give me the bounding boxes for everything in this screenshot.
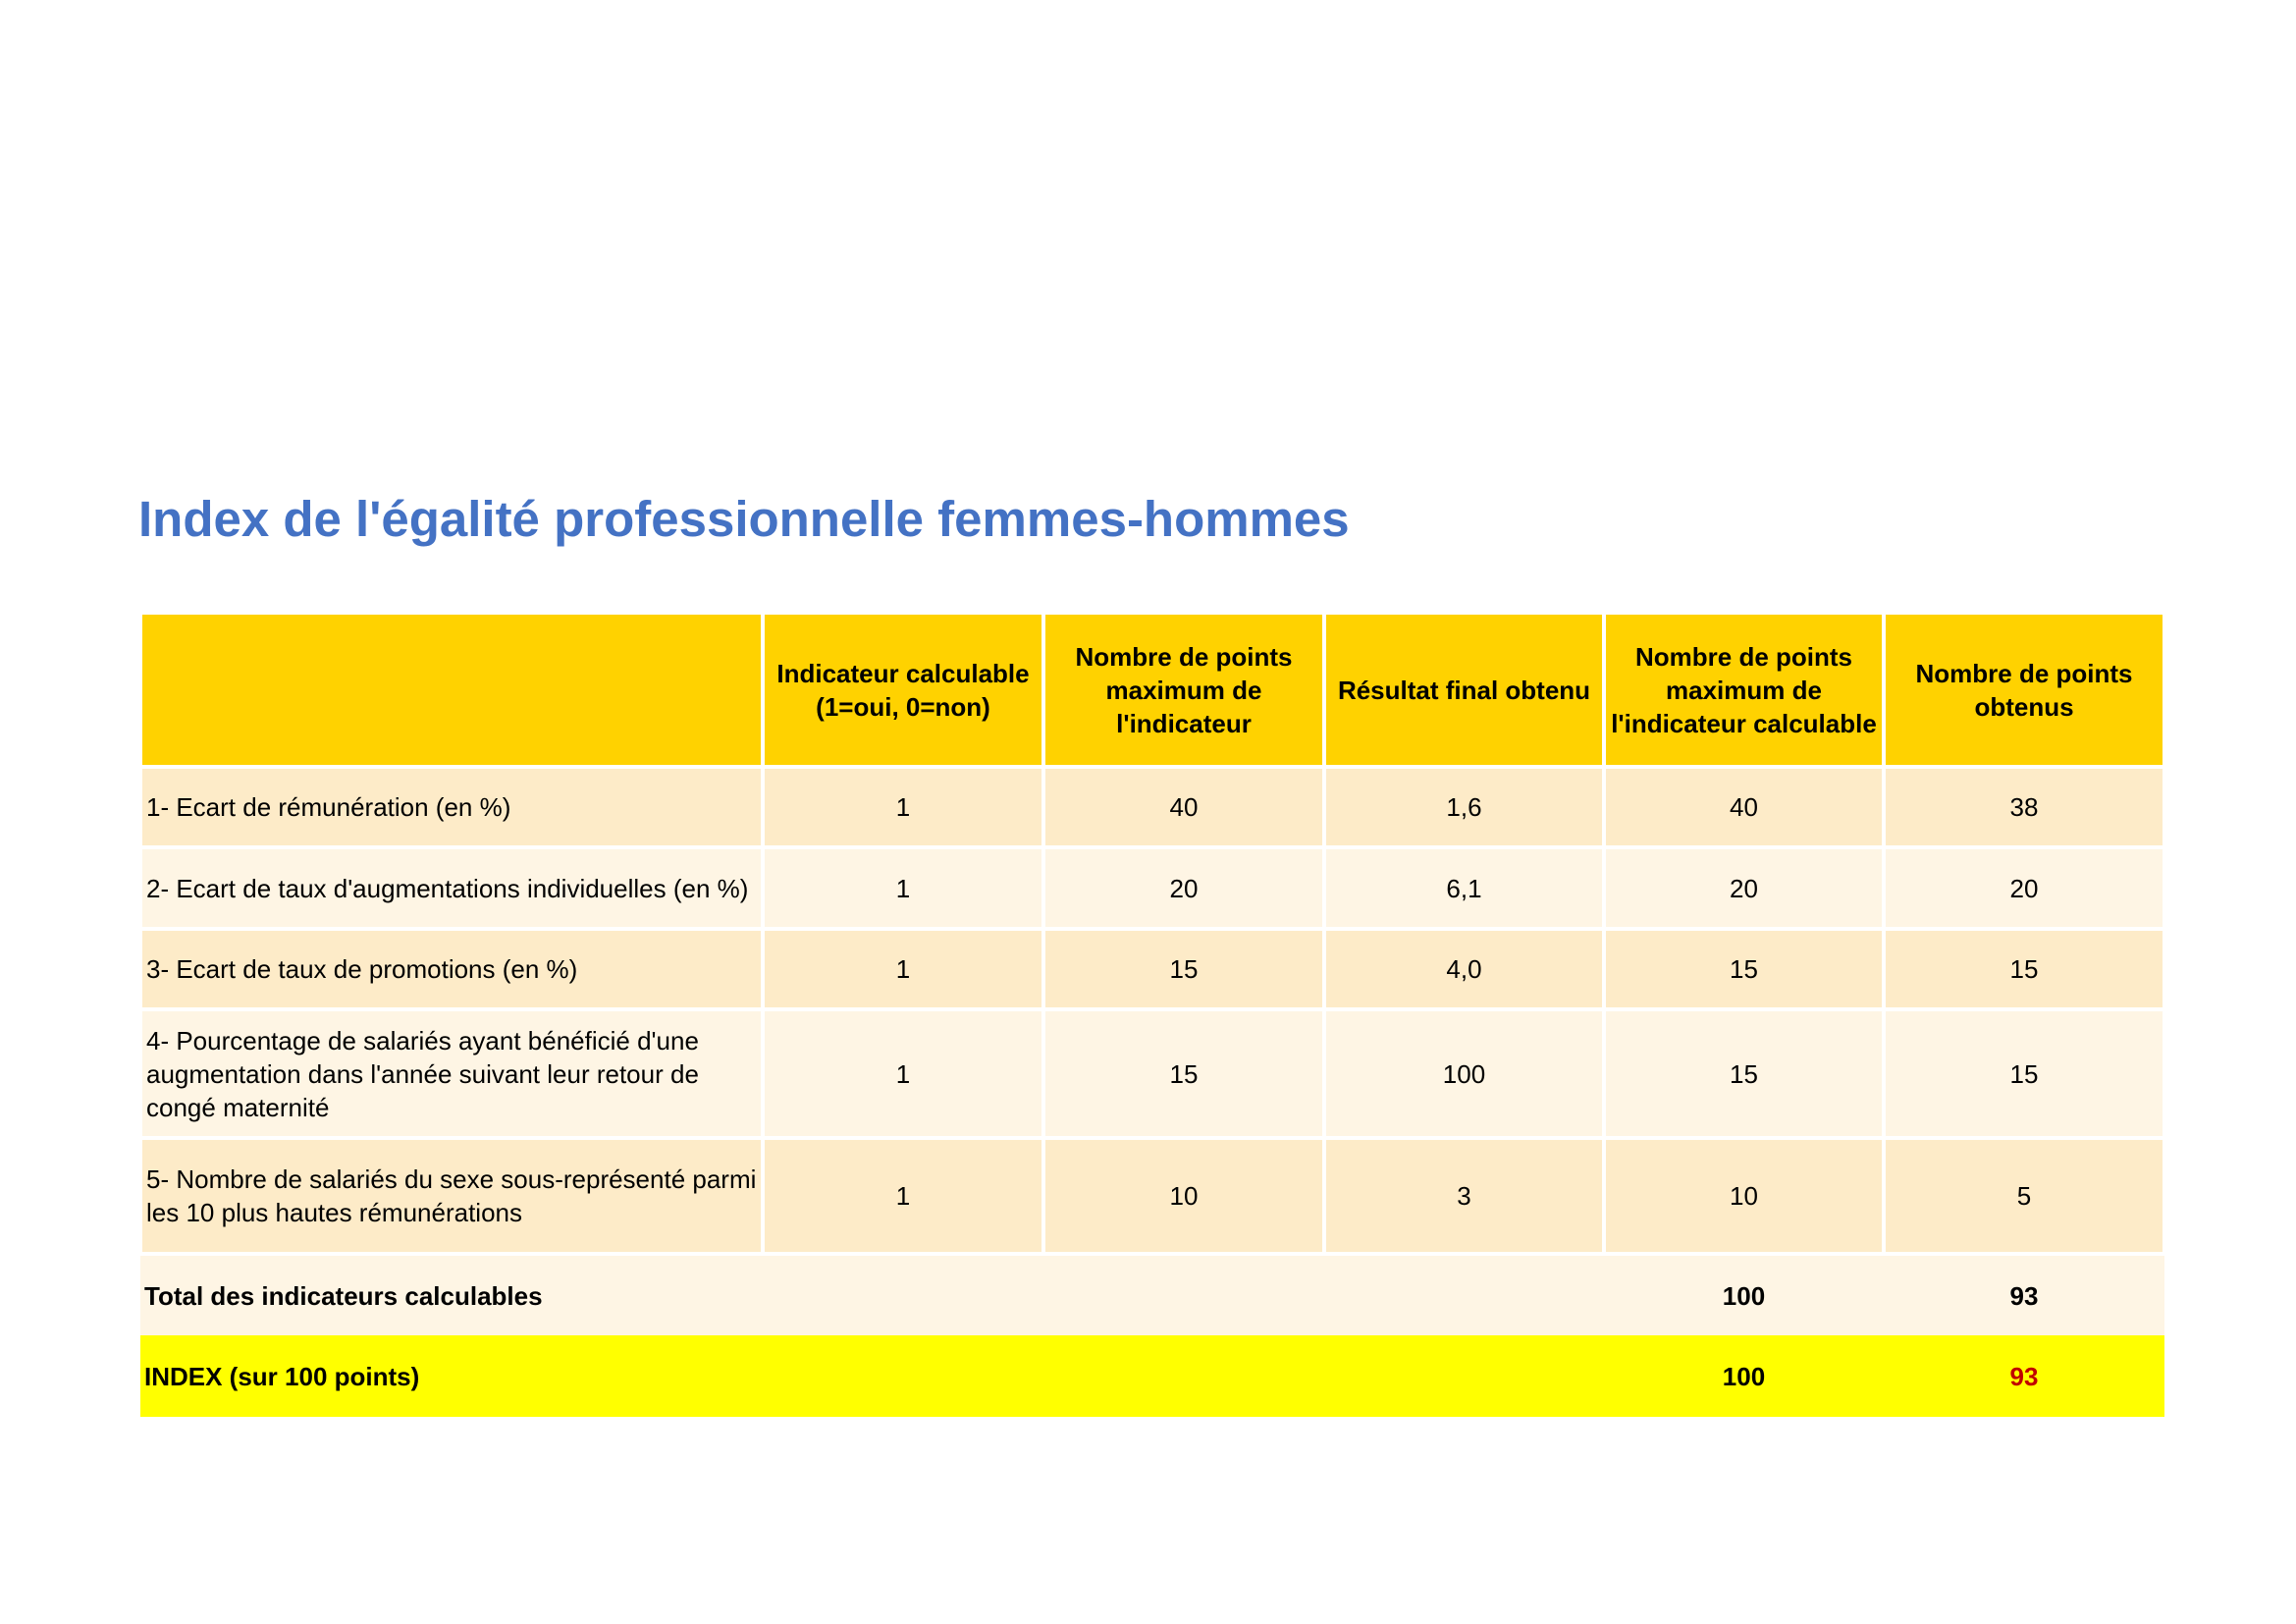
header-points-obtained: Nombre de points obtenus	[1884, 613, 2164, 767]
max-points-cell: 20	[1043, 847, 1324, 929]
index-label: INDEX (sur 100 points)	[140, 1335, 1604, 1417]
max-points-calculable-cell: 15	[1604, 1009, 1884, 1138]
table-header-row	[140, 613, 2164, 767]
max-points-cell: 40	[1043, 767, 1324, 847]
header-label-column	[140, 613, 763, 767]
points-obtained-cell: 38	[1884, 767, 2164, 847]
table-row	[140, 847, 2164, 929]
page-title: Index de l'égalité professionnelle femmes-hommes	[138, 491, 1350, 547]
max-points-calculable-cell: 20	[1604, 847, 1884, 929]
header-max-points-calculable: Nombre de points maximum de l'indicateur calculable	[1604, 613, 1884, 767]
max-points-calculable-cell: 10	[1604, 1138, 1884, 1254]
index-table	[138, 611, 2166, 1417]
indicator-label: 4- Pourcentage de salariés ayant bénéficié d'une augmentation dans l'année suivant leur retour de congé maternité	[140, 1009, 763, 1138]
indicator-label: 3- Ecart de taux de promotions (en %)	[140, 929, 763, 1009]
max-points-calculable-cell: 40	[1604, 767, 1884, 847]
indicator-label: 1- Ecart de rémunération (en %)	[140, 767, 763, 847]
header-result: Résultat final obtenu	[1324, 613, 1604, 767]
header-calculable: Indicateur calculable (1=oui, 0=non)	[763, 613, 1043, 767]
table-row	[140, 1138, 2164, 1254]
result-cell: 3	[1324, 1138, 1604, 1254]
points-obtained-cell: 20	[1884, 847, 2164, 929]
result-cell: 1,6	[1324, 767, 1604, 847]
total-max-points: 100	[1604, 1254, 1884, 1335]
calculable-cell: 1	[763, 929, 1043, 1009]
index-max-points: 100	[1604, 1335, 1884, 1417]
total-row	[140, 1254, 2164, 1335]
table-row	[140, 767, 2164, 847]
points-obtained-cell: 5	[1884, 1138, 2164, 1254]
table-row	[140, 1009, 2164, 1138]
calculable-cell: 1	[763, 767, 1043, 847]
max-points-calculable-cell: 15	[1604, 929, 1884, 1009]
result-cell: 6,1	[1324, 847, 1604, 929]
calculable-cell: 1	[763, 1009, 1043, 1138]
calculable-cell: 1	[763, 1138, 1043, 1254]
index-row	[140, 1335, 2164, 1417]
indicator-label: 2- Ecart de taux d'augmentations individuelles (en %)	[140, 847, 763, 929]
points-obtained-cell: 15	[1884, 929, 2164, 1009]
result-cell: 100	[1324, 1009, 1604, 1138]
indicator-label: 5- Nombre de salariés du sexe sous-représenté parmi les 10 plus hautes rémunérations	[140, 1138, 763, 1254]
header-max-points: Nombre de points maximum de l'indicateur	[1043, 613, 1324, 767]
max-points-cell: 15	[1043, 1009, 1324, 1138]
calculable-cell: 1	[763, 847, 1043, 929]
points-obtained-cell: 15	[1884, 1009, 2164, 1138]
table-row	[140, 929, 2164, 1009]
index-score: 93	[1884, 1335, 2164, 1417]
max-points-cell: 10	[1043, 1138, 1324, 1254]
total-label: Total des indicateurs calculables	[140, 1254, 1604, 1335]
total-points: 93	[1884, 1254, 2164, 1335]
result-cell: 4,0	[1324, 929, 1604, 1009]
max-points-cell: 15	[1043, 929, 1324, 1009]
